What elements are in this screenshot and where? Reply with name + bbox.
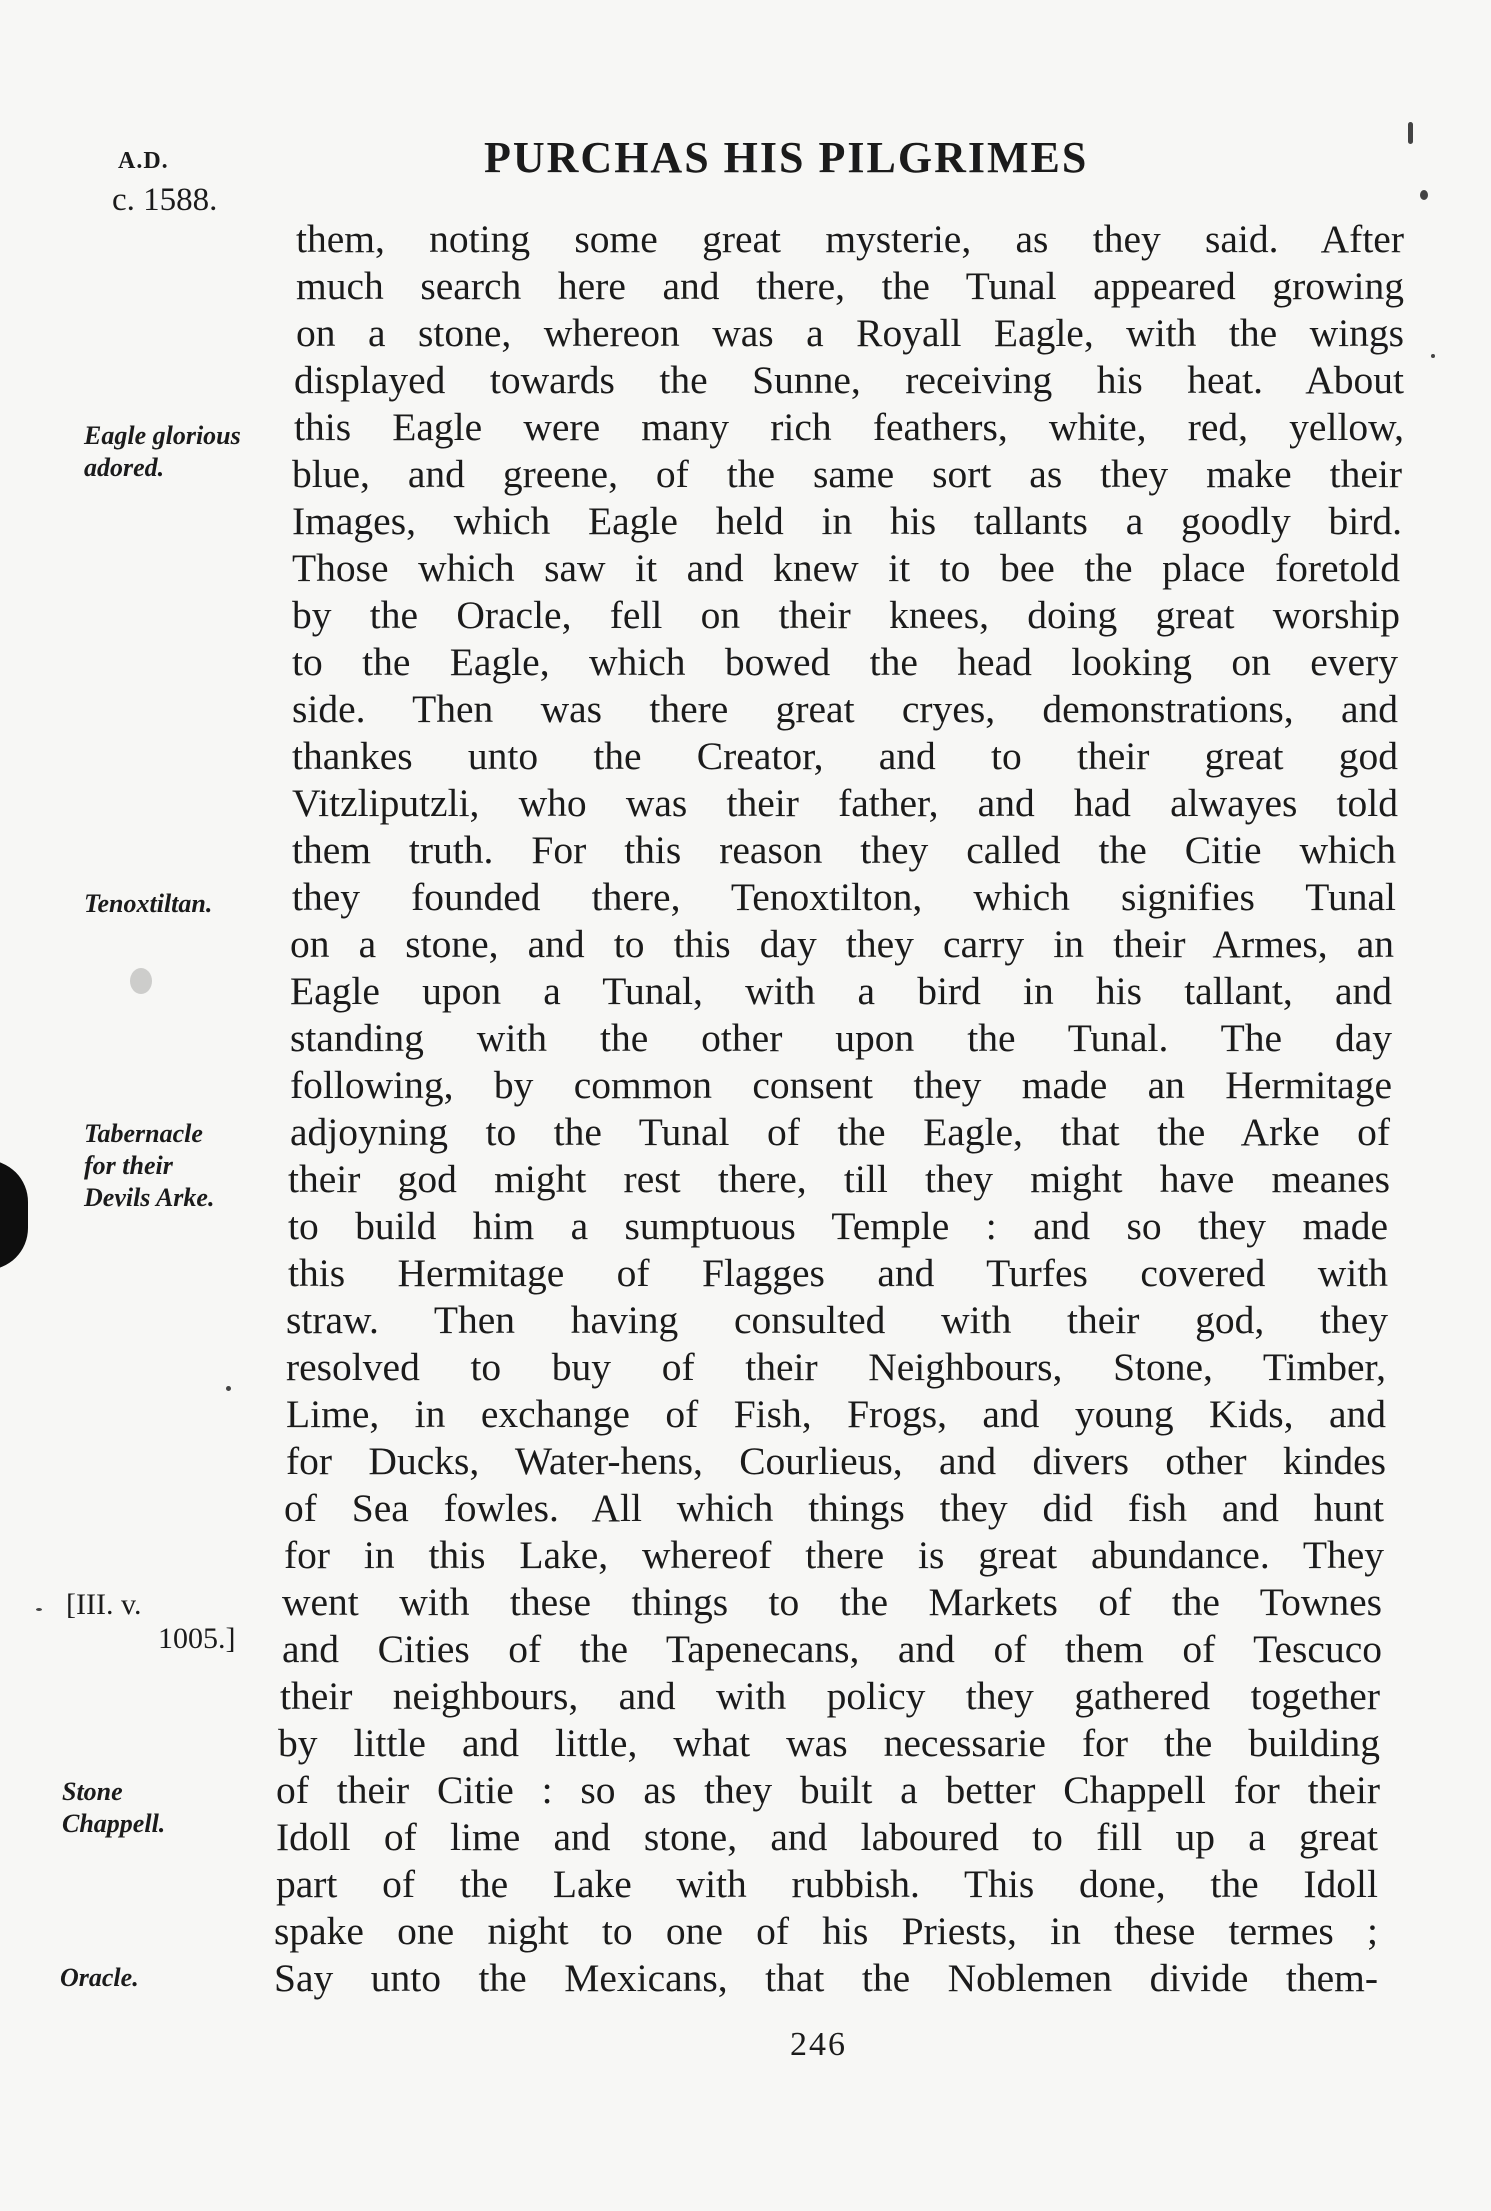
text-line: spake one night to one of his Priests, in these termes ; — [274, 1909, 1378, 1953]
text-line: adjoyning to the Tunal of the Eagle, that the Arke of — [290, 1110, 1390, 1154]
margin-note-tenoxtiltan: Tenoxtiltan. — [84, 889, 213, 918]
margin-note-tabernacle — [84, 1118, 214, 1214]
text-line: them, noting some great mysterie, as they said. After — [296, 217, 1404, 261]
text-line: straw. Then having consulted with their god, they — [286, 1298, 1388, 1342]
text-line: their neighbours, and with policy they gathered together — [280, 1674, 1380, 1718]
margin-note-oracle: Oracle. — [60, 1963, 139, 1992]
ink-speck — [1408, 122, 1413, 144]
text-line: by the Oracle, fell on their knees, doing great worship — [292, 593, 1400, 637]
text-line: standing with the other upon the Tunal. The day — [290, 1016, 1392, 1060]
ink-smudge — [130, 968, 152, 994]
margin-note-eagle — [84, 420, 241, 484]
date-label: A.D. — [118, 148, 169, 174]
text-line: Eagle upon a Tunal, with a bird in his tallant, and — [290, 969, 1392, 1013]
text-line: blue, and greene, of the same sort as they make their — [292, 452, 1402, 496]
margin-note-stone-chappell — [62, 1776, 165, 1840]
text-line: and Cities of the Tapenecans, and of them of Tescuco — [282, 1627, 1382, 1671]
ink-speck — [226, 1386, 231, 1391]
margin-note-line: Tabernacle — [84, 1119, 203, 1148]
text-line: of their Citie : so as they built a better Chappell for their — [276, 1768, 1380, 1812]
text-line: on a stone, whereon was a Royall Eagle, with the wings — [296, 311, 1404, 355]
text-line: Idoll of lime and stone, and laboured to fill up a great — [276, 1815, 1378, 1859]
margin-note-line: adored. — [84, 453, 165, 482]
text-line: displayed towards the Sunne, receiving his heat. About — [294, 358, 1404, 402]
page-number: 246 — [790, 2026, 847, 2063]
text-line: to the Eagle, which bowed the head looking on every — [292, 640, 1398, 684]
text-line: on a stone, and to this day they carry in their Armes, an — [290, 922, 1394, 966]
body-text — [0, 216, 1491, 2036]
text-line: Say unto the Mexicans, that the Noblemen divide them- — [274, 1956, 1378, 2000]
text-line: by little and little, what was necessarie for the building — [278, 1721, 1380, 1765]
text-line: following, by common consent they made an Hermitage — [290, 1063, 1392, 1107]
text-line: their god might rest there, till they might have meanes — [288, 1157, 1390, 1201]
text-line: side. Then was there great cryes, demonstrations, and — [292, 687, 1398, 731]
margin-note-line: Eagle glorious — [84, 421, 241, 450]
text-line: Those which saw it and knew it to bee the place foretold — [292, 546, 1400, 590]
text-line: they founded there, Tenoxtilton, which signifies Tunal — [292, 875, 1396, 919]
text-line: part of the Lake with rubbish. This done, the Idoll — [276, 1862, 1378, 1906]
text-line: for Ducks, Water-hens, Courlieus, and divers other kindes — [286, 1439, 1386, 1483]
text-line: them truth. For this reason they called the Citie which — [292, 828, 1396, 872]
text-line: much search here and there, the Tunal appeared growing — [296, 264, 1404, 308]
volume-reference-line: 1005.] — [158, 1622, 236, 1655]
text-line: resolved to buy of their Neighbours, Stone, Timber, — [286, 1345, 1386, 1389]
text-line: Lime, in exchange of Fish, Frogs, and young Kids, and — [286, 1392, 1386, 1436]
ink-speck — [1420, 190, 1428, 200]
margin-note-line: Chappell. — [62, 1809, 166, 1838]
text-line: went with these things to the Markets of the Townes — [282, 1580, 1382, 1624]
volume-reference-line: [III. v. — [66, 1588, 142, 1621]
ink-speck — [36, 1608, 42, 1611]
text-line: Images, which Eagle held in his tallants a goodly bird. — [292, 499, 1402, 543]
text-line: to build him a sumptuous Temple : and so they made — [288, 1204, 1388, 1248]
running-head: PURCHAS HIS PILGRIMES — [484, 133, 1089, 182]
text-line: Vitzliputzli, who was their father, and had alwayes told — [292, 781, 1398, 825]
text-line: thankes unto the Creator, and to their great god — [292, 734, 1398, 778]
text-line: this Hermitage of Flagges and Turfes covered with — [288, 1251, 1388, 1295]
volume-reference — [66, 1588, 236, 1656]
date-year: c. 1588. — [112, 182, 218, 218]
text-line: for in this Lake, whereof there is great abundance. They — [284, 1533, 1384, 1577]
text-line: of Sea fowles. All which things they did fish and hunt — [284, 1486, 1384, 1530]
ink-speck — [1431, 354, 1435, 358]
margin-note-line: Stone — [62, 1777, 123, 1806]
margin-note-line: Devils Arke. — [84, 1183, 215, 1212]
text-line: this Eagle were many rich feathers, white, red, yellow, — [294, 405, 1404, 449]
margin-note-line: for their — [84, 1151, 173, 1180]
